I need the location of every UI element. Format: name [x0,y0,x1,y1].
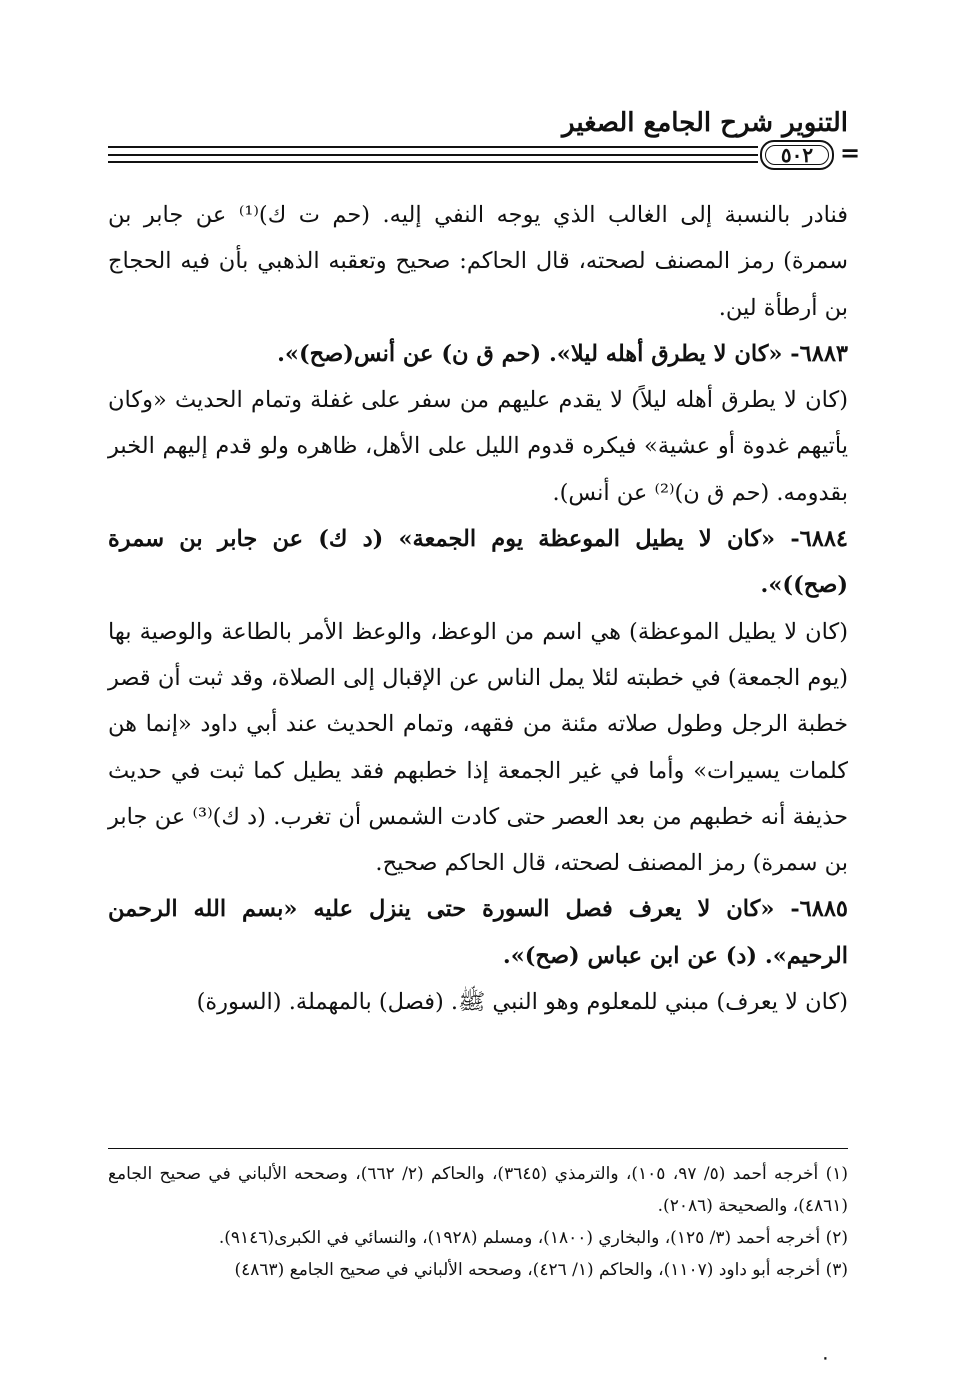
bottom-mark: ٠ [820,1345,831,1369]
page-header [108,108,861,178]
hadith-heading: ٦٨٨٣- «كان لا يطرق أهله ليلا». (حم ق ن) عن أنس(صح)». [277,340,848,367]
footnote: (١) أخرجه أحمد (٥/ ٩٧، ١٠٥)، والترمذي (٣٦٤٥)، والحاكم (٢/ ٦٦٢)، وصححه الألباني في صحيح الجامع (٤٨٦١)، والصحيحة (٢٠٨٦). [108,1164,848,1216]
header-rule [108,161,758,163]
paragraph: فنادر بالنسبة إلى الغالب الذي يوجه النفي إليه. (حم ت ك)⁽¹⁾ عن جابر بن سمرة) رمز المصنف لصحته، قال الحاكم: صحيح وتعقبه الذهبي بأن فيه الحجاج بن أرطأة لين. [108,202,849,321]
header-rule [108,146,758,148]
header-ornament: = [840,138,861,167]
header-rule [108,154,758,156]
main-text [108,192,848,1025]
hadith-heading: ٦٨٨٤- «كان لا يطيل الموعظة يوم الجمعة» (د ك) عن جابر بن سمرة (صح))». [108,526,848,599]
paragraph: (كان لا يطرق أهله ليلاً) لا يقدم عليهم من سفر على غفلة وتمام الحديث «وكان يأتيهم غدوة أو عشية» فيكره قدوم الليل على الأهل، ظاهره ولو قدم إليهم الخبر بقدومه. (حم ق ن)⁽²⁾ عن أنس). [108,387,848,506]
paragraph: (كان لا يطيل الموعظة) هي اسم من الوعظ، والوعظ الأمر بالطاعة والوصية بها (يوم الجمعة) في خطبته لئلا يمل الناس عن الإقبال إلى الصلاة، وقد ثبت أن قصر خطبة الرجل وطول صلاته مئنة من فقهه، وتمام الحديث عند أبي داود «إنما هن كلمات يسيرات» وأما في غير الجمعة إذا خطبهم فقد يطيل كما ثبت في حديث حذيفة أنه خطبهم من بعد العصر حتى كادت الشمس أن تغرب. (د ك)⁽³⁾ عن جابر بن سمرة) رمز المصنف لصحته، قال الحاكم صحيح. [108,618,848,877]
paragraph: (كان لا يعرف) مبني للمعلوم وهو النبي ﷺ. (فصل) بالمهملة. (السورة) [196,989,848,1016]
page-number-text: ٥٠٢ [780,143,814,167]
hadith-heading: ٦٨٨٥- «كان لا يعرف فصل السورة حتى ينزل عليه «بسم الله الرحمن الرحيم». (د) عن ابن عباس (صح)». [108,896,848,969]
book-title: التنوير شرح الجامع الصغير [562,108,848,138]
footnote: (٢) أخرجه أحمد (٣/ ١٢٥)، والبخاري (١٨٠٠)، ومسلم (١٩٢٨)، والنسائي في الكبرى(٩١٤٦). [218,1228,848,1248]
footnotes [108,1158,848,1286]
footnote-divider [108,1148,848,1149]
footnote: (٣) أخرجه أبو داود (١١٠٧)، والحاكم (١/ ٤٢٦)، وصححه الألباني في صحيح الجامع (٤٨٦٣) [234,1260,848,1280]
page-number [760,140,834,170]
